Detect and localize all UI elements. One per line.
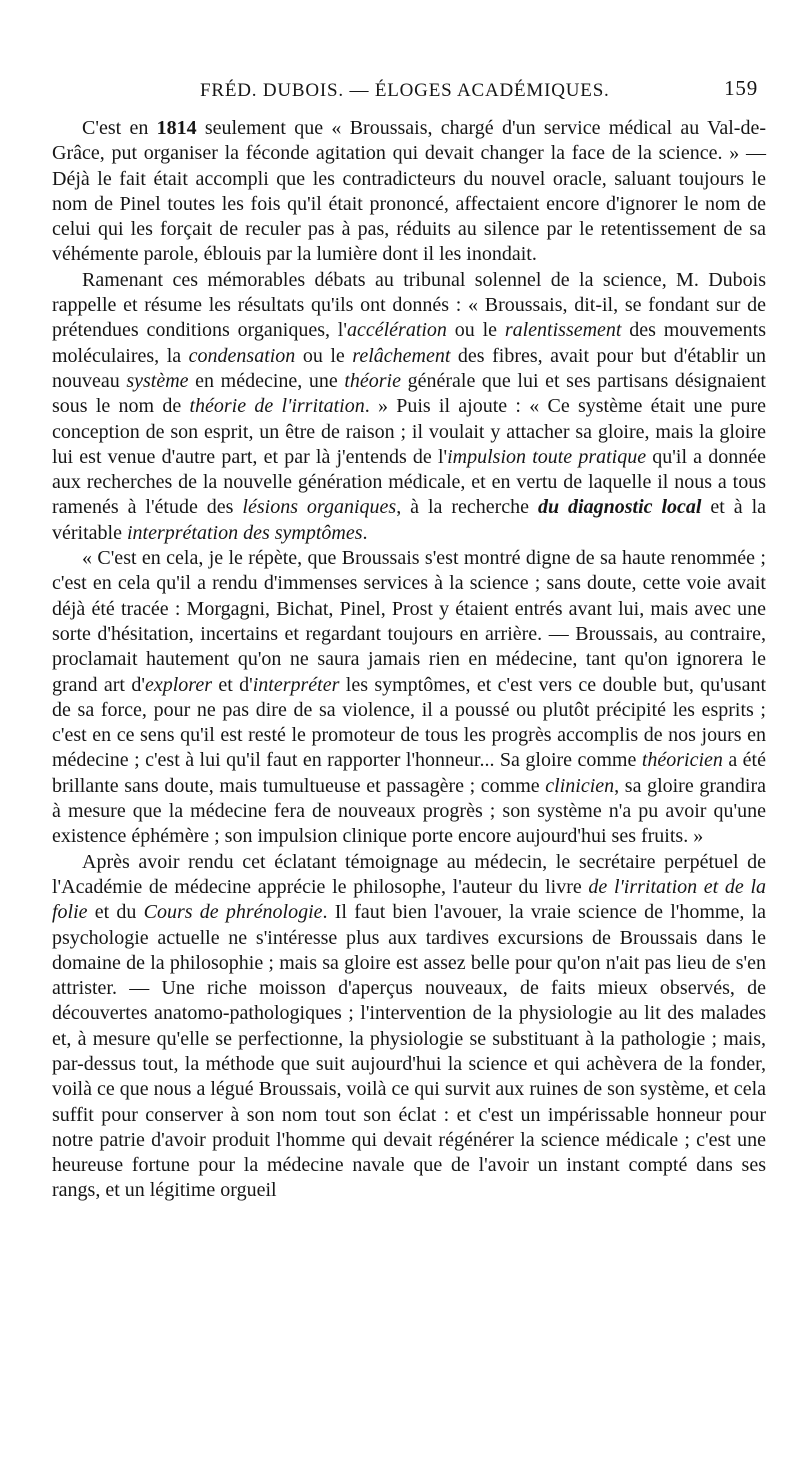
year-1814: 1814 [156, 117, 197, 139]
italic-title: Cours de phrénologie [143, 901, 323, 924]
text-run: les symptômes, et c'est vers ce double but, qu'usant de sa force, pour ne pas dire de sa violence, il a poussé ou plutôt précipité les esprits ; c'est en ce sens qu'il est resté le promoteur de tous les progrès accomplis de nos jours en médecine ; c'est à lui qu'il faut en rapporter l'honneur... Sa gloire comme [52, 673, 766, 772]
italic-term: ralentissement [504, 319, 622, 342]
text-run: seulement que « Broussais, chargé d'un service médical au Val-de-Grâce, put organiser la féconde agitation qui devait changer la face de la science. » — Déjà le fait était accompli que les contradicteurs du nouvel oracle, saluant toujours le nom de Pinel toutes les fois qu'il était prononcé, affectaient encore d'ignorer le nom de celui qui les forçait de reculer pas à pas, réduits au silence par le retentissement de sa véhémente parole, éblouis par la lumière dont il les inondait. [52, 117, 766, 266]
text-run: . Il faut bien l'avouer, la vraie science de l'homme, la psychologie actuelle ne s'intéresse plus aux tardives excursions de Broussais dans le domaine de la philosophie ; mais sa gloire est assez belle pour qu'on n'ait pas lieu de s'en attrister. — Une riche moisson d'aperçus nouveaux, de faits mieux observés, de découvertes anatomo-pathologiques ; l'intervention de la physiologie au lit des malades et, à mesure qu'elle se perfectionne, la physiologie se substituant à la pathologie ; mais, par-dessus tout, la méthode que suit aujourd'hui la science et qui achèvera de la fonder, voilà ce que nous a légué Broussais, voilà ce qui survit aux ruines de son système, et cela suffit pour conserver à son nom tout son éclat : et c'est un impérissable honneur pour notre patrie d'avoir produit l'homme qui devait régénérer la science médicale ; c'est une heureuse fortune pour la médecine navale que de l'avoir un instant compté dans ses rangs, et un légitime orgueil [52, 901, 767, 1202]
text-run: ou le [446, 319, 505, 342]
italic-term: lésions organiques [242, 496, 397, 519]
text-run: des mouvements moléculaires, la [52, 319, 766, 367]
italic-term: condensation [188, 344, 296, 367]
text-run: en médecine, une [188, 369, 345, 392]
paragraph-2 [52, 268, 766, 546]
italic-term: système [126, 369, 189, 392]
text-run: . » Puis il ajoute : « Ce système était une pure conception de son esprit, un être de raison ; il voulait y attacher sa gloire, mais la gloire lui est venue d'autre part, et par là j'entends de l' [52, 395, 767, 468]
italic-term: théorie de l'irritation [189, 395, 365, 418]
paragraph-3 [52, 546, 766, 850]
text-run: , à la recherche [396, 496, 538, 519]
italic-term: explorer [144, 673, 212, 696]
italic-term: théorie [344, 369, 401, 392]
text-run: Ramenant ces mémorables débats au tribunal solennel de la science, M. Dubois rappelle et résume les résultats qu'ils ont donnés : « Broussais, dit-il, se fondant sur de prétendues conditions organiques, l' [52, 268, 766, 342]
text-run: et à la véritable [52, 496, 767, 544]
page-number: 159 [724, 76, 758, 100]
paragraph-4 [52, 850, 766, 1204]
italic-term: accélération [346, 319, 447, 342]
text-run: qu'il a donnée aux recherches de la nouvelle génération médicale, et en vertu de laquelle il nous a tous ramenés à l'étude des [52, 445, 766, 519]
text-run: des fibres, avait pour but d'établir un nouveau [52, 344, 766, 392]
italic-title: de l'irritation et de la folie [52, 875, 767, 924]
bold-italic-term: du diagnostic local [537, 496, 702, 519]
italic-term: interprétation des symptômes [126, 521, 363, 544]
body-text [52, 116, 766, 1204]
text-run: et du [87, 901, 144, 924]
text-run: , sa gloire grandira à mesure que la médecine fera de nouveaux progrès ; son système n'a pu avoir qu'une existence éphémère ; son impulsion clinique porte encore aujourd'hui ses fruits. » [52, 774, 766, 848]
text-run: . [362, 521, 368, 544]
page-header [58, 76, 768, 106]
italic-term: relâchement [352, 344, 451, 367]
running-title: FRÉD. DUBOIS. — ÉLOGES ACADÉMIQUES. [200, 80, 610, 101]
text-run: C'est en [82, 117, 157, 139]
text-run: et d' [211, 673, 253, 696]
text-run: ou le [295, 344, 353, 367]
paragraph-1 [52, 116, 766, 268]
text-run: générale que lui et ses partisans désignaient sous le nom de [52, 369, 766, 418]
italic-term: théoricien [641, 749, 723, 772]
italic-term: impulsion toute pratique [447, 445, 647, 468]
text-run: « C'est en cela, je le répète, que Broussais s'est montré digne de sa haute renommée ; c'est en cela qu'il a rendu d'immenses services à la science ; sans doute, cette voie avait déjà été tracée : Morgagni, Bichat, Pinel, Prost y étaient entrés avant lui, mais avec une sorte d'hésitation, incertains et regardant toujours en arrière. — Broussais, au contraire, proclamait hautement qu'on ne saura jamais rien en médecine, tant qu'on ignorera le grand art d' [52, 547, 766, 696]
text-run: a été brillante sans doute, mais tumultueuse et passagère ; comme [52, 749, 766, 797]
text-run: Après avoir rendu cet éclatant témoignage au médecin, le secrétaire perpétuel de l'Académie de médecine apprécie le philosophe, l'auteur du livre [52, 850, 766, 898]
italic-term: clinicien [545, 774, 615, 797]
italic-term: interpréter [252, 673, 340, 696]
